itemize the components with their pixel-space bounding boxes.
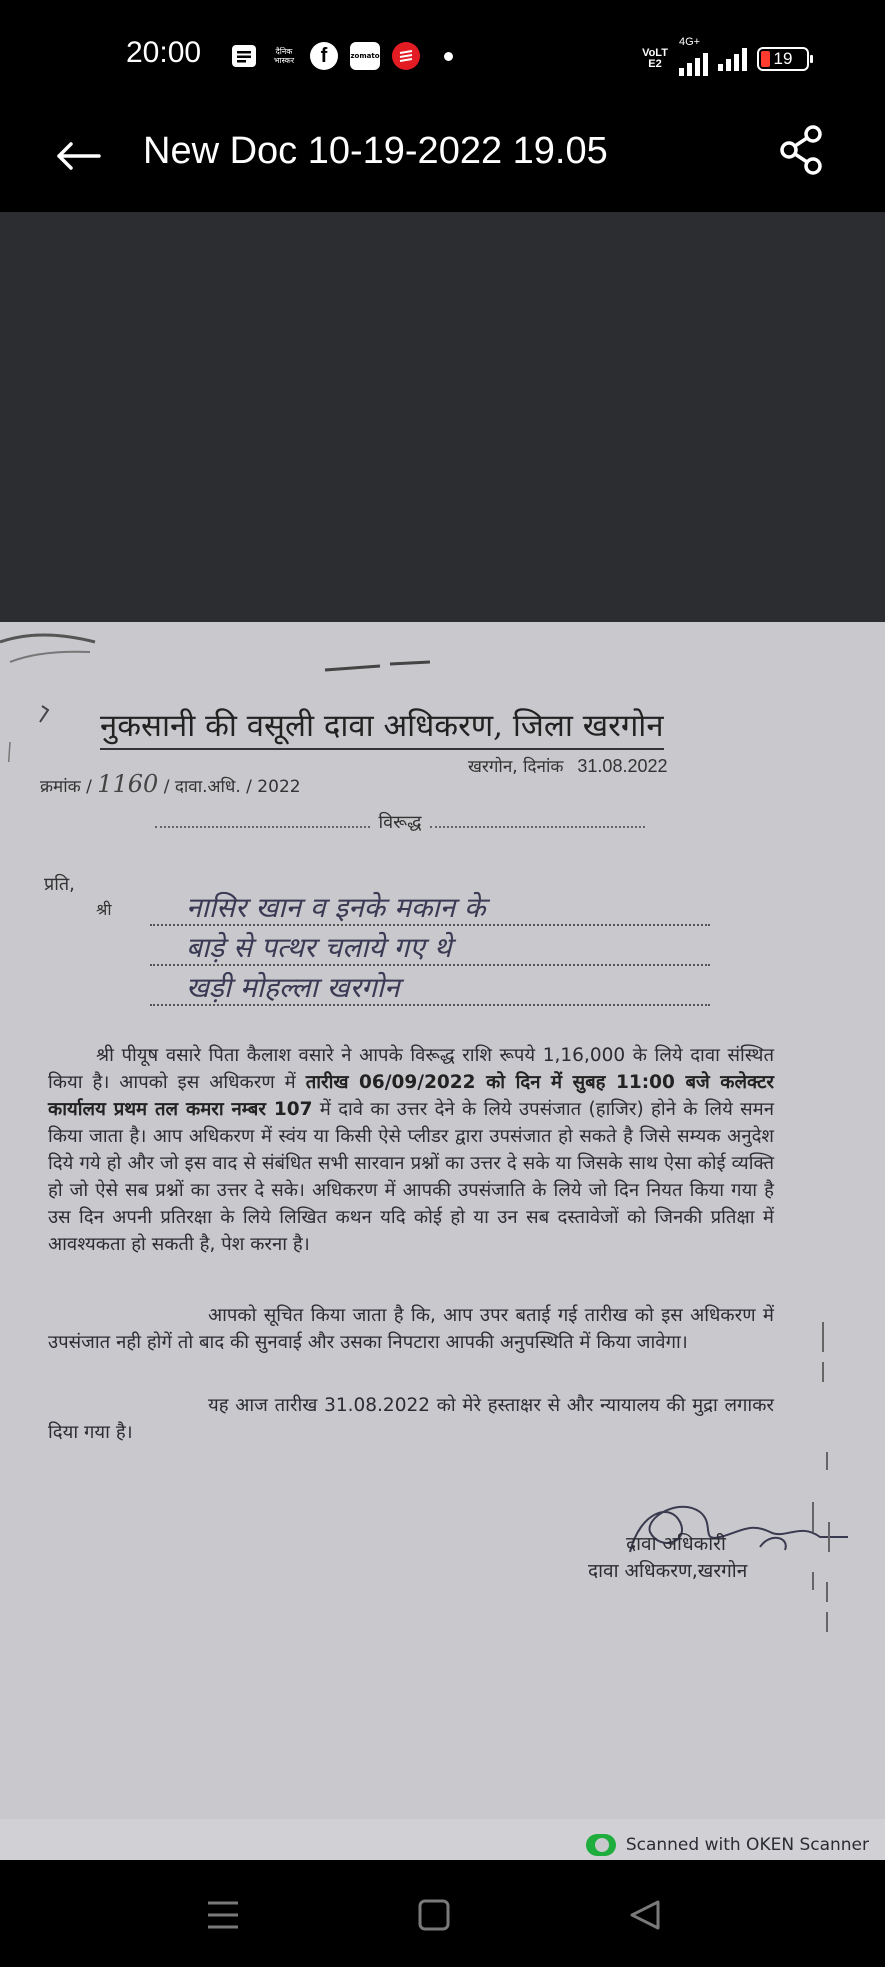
arrow-left-icon[interactable] bbox=[50, 128, 106, 184]
shri-label: श्री bbox=[96, 900, 112, 919]
issue-date: 31.08.2022 bbox=[577, 756, 668, 776]
battery-icon bbox=[757, 47, 809, 71]
versus-line: विरूद्ध bbox=[155, 810, 645, 834]
reference-number: क्रमांक / 1160 / दावा.अधि. / 2022 bbox=[40, 770, 301, 798]
body-paragraph-3: यह आज तारीख 31.08.2022 को मेरे हस्ताक्षर से और न्यायालय की मुद्रा लगाकर दिया गया है। bbox=[48, 1395, 774, 1443]
status-time: 20:00 bbox=[126, 36, 202, 69]
scanner-watermark: Scanned with OKEN Scanner bbox=[586, 1834, 869, 1856]
handwritten-line-2: बाड़े से पत्थर चलाये गए थे bbox=[150, 930, 710, 966]
to-label: प्रति, bbox=[44, 874, 75, 895]
zomato-icon: zomato bbox=[350, 42, 380, 70]
punch-mark bbox=[320, 652, 440, 682]
ball-app-icon bbox=[392, 42, 420, 70]
notification-dot bbox=[444, 52, 453, 61]
home-nav-icon[interactable] bbox=[404, 1890, 464, 1940]
signature-title: दावा अधिकारी bbox=[626, 1533, 726, 1555]
document-heading: नुकसानी की वसूली दावा अधिकरण, जिला खरगोन bbox=[100, 704, 664, 750]
status-icons-right bbox=[641, 36, 809, 76]
scanned-page bbox=[0, 622, 885, 1874]
battery-level: 19 bbox=[773, 49, 793, 68]
status-icons-left bbox=[230, 42, 453, 70]
menu-nav-icon[interactable] bbox=[193, 1890, 253, 1940]
place-date: खरगोन, दिनांक 31.08.2022 bbox=[468, 756, 668, 777]
signal-strength-icon bbox=[718, 47, 747, 71]
volte-icon: VoLTE2 bbox=[642, 47, 668, 70]
handwritten-line-1: नासिर खान व इनके मकान के bbox=[150, 890, 710, 926]
oken-logo-icon bbox=[586, 1834, 616, 1856]
document-viewer[interactable] bbox=[0, 212, 885, 1860]
signature-office: दावा अधिकरण,खरगोन bbox=[588, 1560, 748, 1582]
app-bar bbox=[0, 100, 885, 212]
dainik-bhaskar-icon: दैनिक भास्कर bbox=[273, 47, 295, 65]
facebook-icon: f bbox=[310, 42, 338, 70]
body-paragraph-1: श्री पीयूष वसारे पिता कैलाश वसारे ने आपके विरूद्ध राशि रूपये 1,16,000 के लिये दावा संस्थित किया है। आपको इस अधिकरण में तारीख 06/09/2022 को दिन में सुबह 11:00 बजे कलेक्टर कार्यालय प्रथम तल कमरा नम्बर 107 में दावे का उत्तर देने के लिये उपसंजात (हाजिर) होने के लिये समन किया जाता है। आप अधिकरण में स्वंय या किसी ऐसे प्लीडर द्वारा उपसंजात हो सकते है जिसे सम्यक अनुदेश दिये गये हो और जो इस वाद से संबंधित सभी सारवान प्रश्नों का उत्तर दे सके या जिसके साथ ऐसा कोई व्यक्ति हो जो ऐसे सब प्रश्नों का उत्तर दे सके। अधिकरण में आपकी उपसंजाति के लिये जो दिन नियत किया गया है उस दिन अपनी प्रतिरक्षा के लिये लिखित कथन यदि कोई हो या उन सब दस्तावेजों को जिनकी प्रतिक्षा में आवश्यकता हो सकती है, पेश करना है। bbox=[48, 1045, 775, 1255]
news-icon bbox=[230, 42, 258, 70]
navigation-bar bbox=[0, 1860, 885, 1967]
status-bar bbox=[0, 0, 885, 100]
signal-4g-icon: 4G+ bbox=[679, 42, 708, 76]
handwritten-ref-number: 1160 bbox=[97, 770, 159, 798]
share-icon[interactable] bbox=[775, 122, 831, 178]
handwritten-line-3: खड़ी मोहल्ला खरगोन bbox=[150, 970, 710, 1006]
back-nav-icon[interactable] bbox=[615, 1890, 675, 1940]
document-title: New Doc 10-19-2022 19.05 bbox=[143, 130, 608, 172]
body-paragraph-2: आपको सूचित किया जाता है कि, आप उपर बताई गई तारीख को इस अधिकरण में उपसंजात नही होगें तो बाद की सुनवाई और उसका निपटारा आपकी अनुपस्थिति में किया जावेगा। bbox=[48, 1305, 774, 1353]
